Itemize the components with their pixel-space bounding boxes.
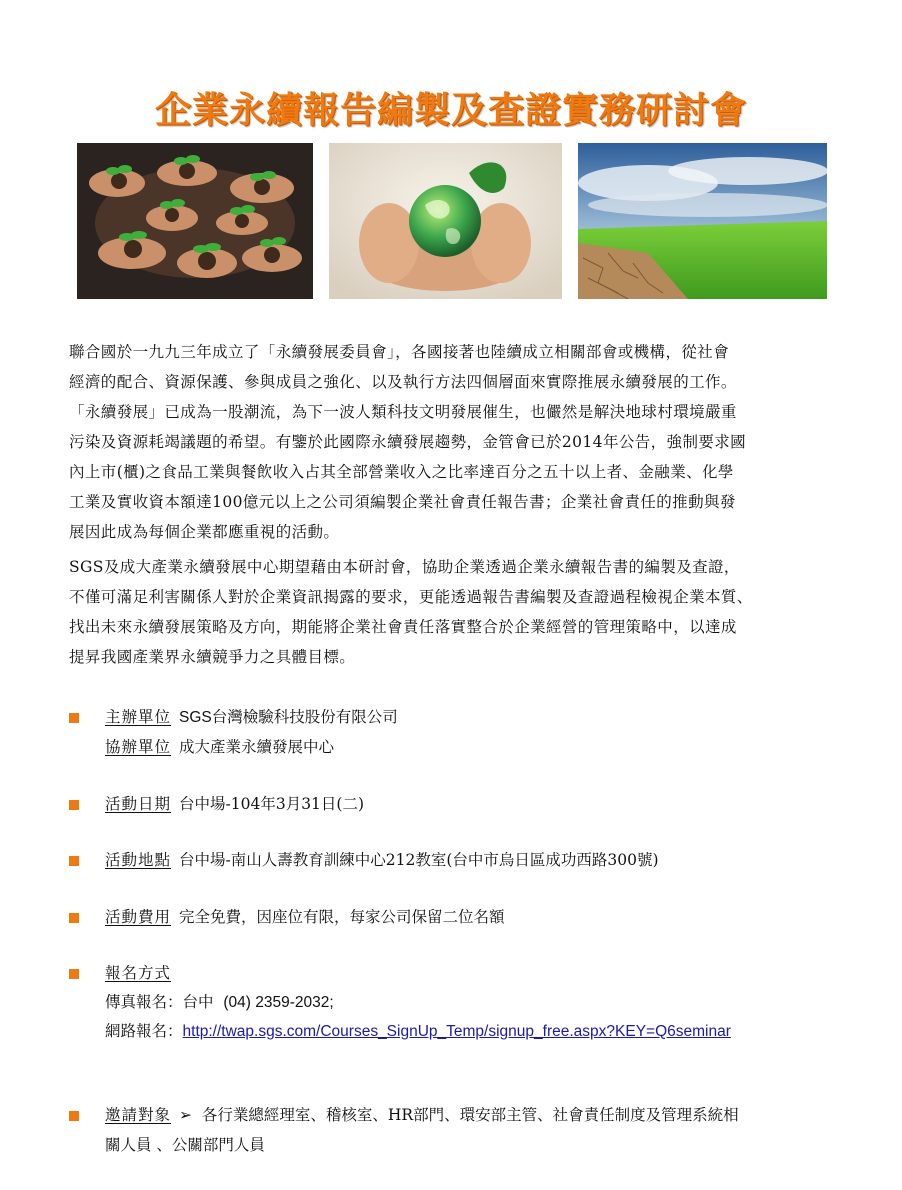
web-label: 網路報名： [105, 1022, 183, 1040]
bullet-square-icon [69, 969, 79, 979]
venue-value: 台中場-南山人壽教育訓練中心212教室(台中市烏日區成功西路300號) [179, 851, 659, 869]
fax-label: 傳真報名：台中 [105, 993, 214, 1011]
purpose-line: 找出未來永續發展策略及方向，期能將企業社會責任落實整合於企業經營的管理策略中，以達成 [69, 618, 737, 636]
fee-label: 活動費用 [105, 908, 172, 926]
fax-value: (04) 2359-2032; [223, 994, 334, 1011]
intro-line: 「永續發展」已成為一股潮流，為下一波人類科技文明發展催生，也儼然是解決地球村環境嚴重 [69, 403, 737, 421]
purpose-line: 提昇我國產業界永續競爭力之具體目標。 [69, 648, 356, 666]
organizer-label: 主辦單位 [105, 708, 172, 726]
intro-line: 內上市(櫃)之食品工業與餐飲收入占其全部營業收入之比率達百分之五十以上者、金融業、化學 [69, 463, 734, 481]
audience-label: 邀請對象 [105, 1106, 172, 1124]
intro-line: 工業及實收資本額達100億元以上之公司須編製企業社會責任報告書；企業社會責任的推動與發 [69, 493, 736, 511]
registration-label: 報名方式 [105, 964, 172, 982]
bullet-square-icon [69, 856, 79, 866]
purpose-paragraph [69, 552, 839, 672]
green-field-dry-land-photo [578, 143, 827, 299]
intro-line: 聯合國於一九九三年成立了「永續發展委員會」，各國接著也陸續成立相關部會或機構，從社會 [69, 343, 730, 361]
bullet-square-icon [69, 800, 79, 810]
co-organizer-label: 協辦單位 [105, 738, 172, 756]
co-organizer-value: 成大產業永續發展中心 [179, 738, 335, 756]
hands-holding-globe-photo [329, 143, 562, 299]
organizer-value: SGS台灣檢驗科技股份有限公司 [179, 709, 398, 726]
intro-line: 經濟的配合、資源保護、參與成員之強化、以及執行方法四個層面來實際推展永續發展的工作。 [69, 373, 737, 391]
bullet-square-icon [69, 713, 79, 723]
page-title: 企業永續報告編製及查證實務研討會 [154, 90, 747, 131]
audience-value-line2: 關人員 、公關部門人員 [105, 1136, 265, 1154]
intro-paragraph [69, 337, 839, 547]
venue-label: 活動地點 [105, 851, 172, 869]
hands-holding-seedlings-photo [77, 143, 313, 299]
intro-line: 展因此成為每個企業都應重視的活動。 [69, 523, 340, 541]
audience-value-line1: 各行業總經理室、稽核室、HR部門、環安部主管、社會責任制度及管理系統相 [201, 1106, 739, 1124]
bullet-square-icon [69, 1111, 79, 1121]
bullet-square-icon [69, 913, 79, 923]
arrow-bullet-icon: ➢ [179, 1106, 193, 1124]
date-label: 活動日期 [105, 795, 172, 813]
fee-value: 完全免費，因座位有限，每家公司保留二位名額 [179, 908, 505, 926]
purpose-line: 不僅可滿足利害關係人對於企業資訊揭露的要求，更能透過報告書編製及查證過程檢視企業本質、 [69, 588, 753, 606]
date-value: 台中場-104年3月31日(二) [179, 795, 365, 813]
registration-link[interactable]: http://twap.sgs.com/Courses_SignUp_Temp/signup_free.aspx?KEY=Q6seminar [182, 1023, 731, 1040]
intro-line: 污染及資源耗竭議題的希望。有鑒於此國際永續發展趨勢，金管會已於2014年公告，強制要求國 [69, 433, 747, 451]
purpose-line: SGS及成大產業永續發展中心期望藉由本研討會，協助企業透過企業永續報告書的編製及查證， [69, 558, 740, 576]
